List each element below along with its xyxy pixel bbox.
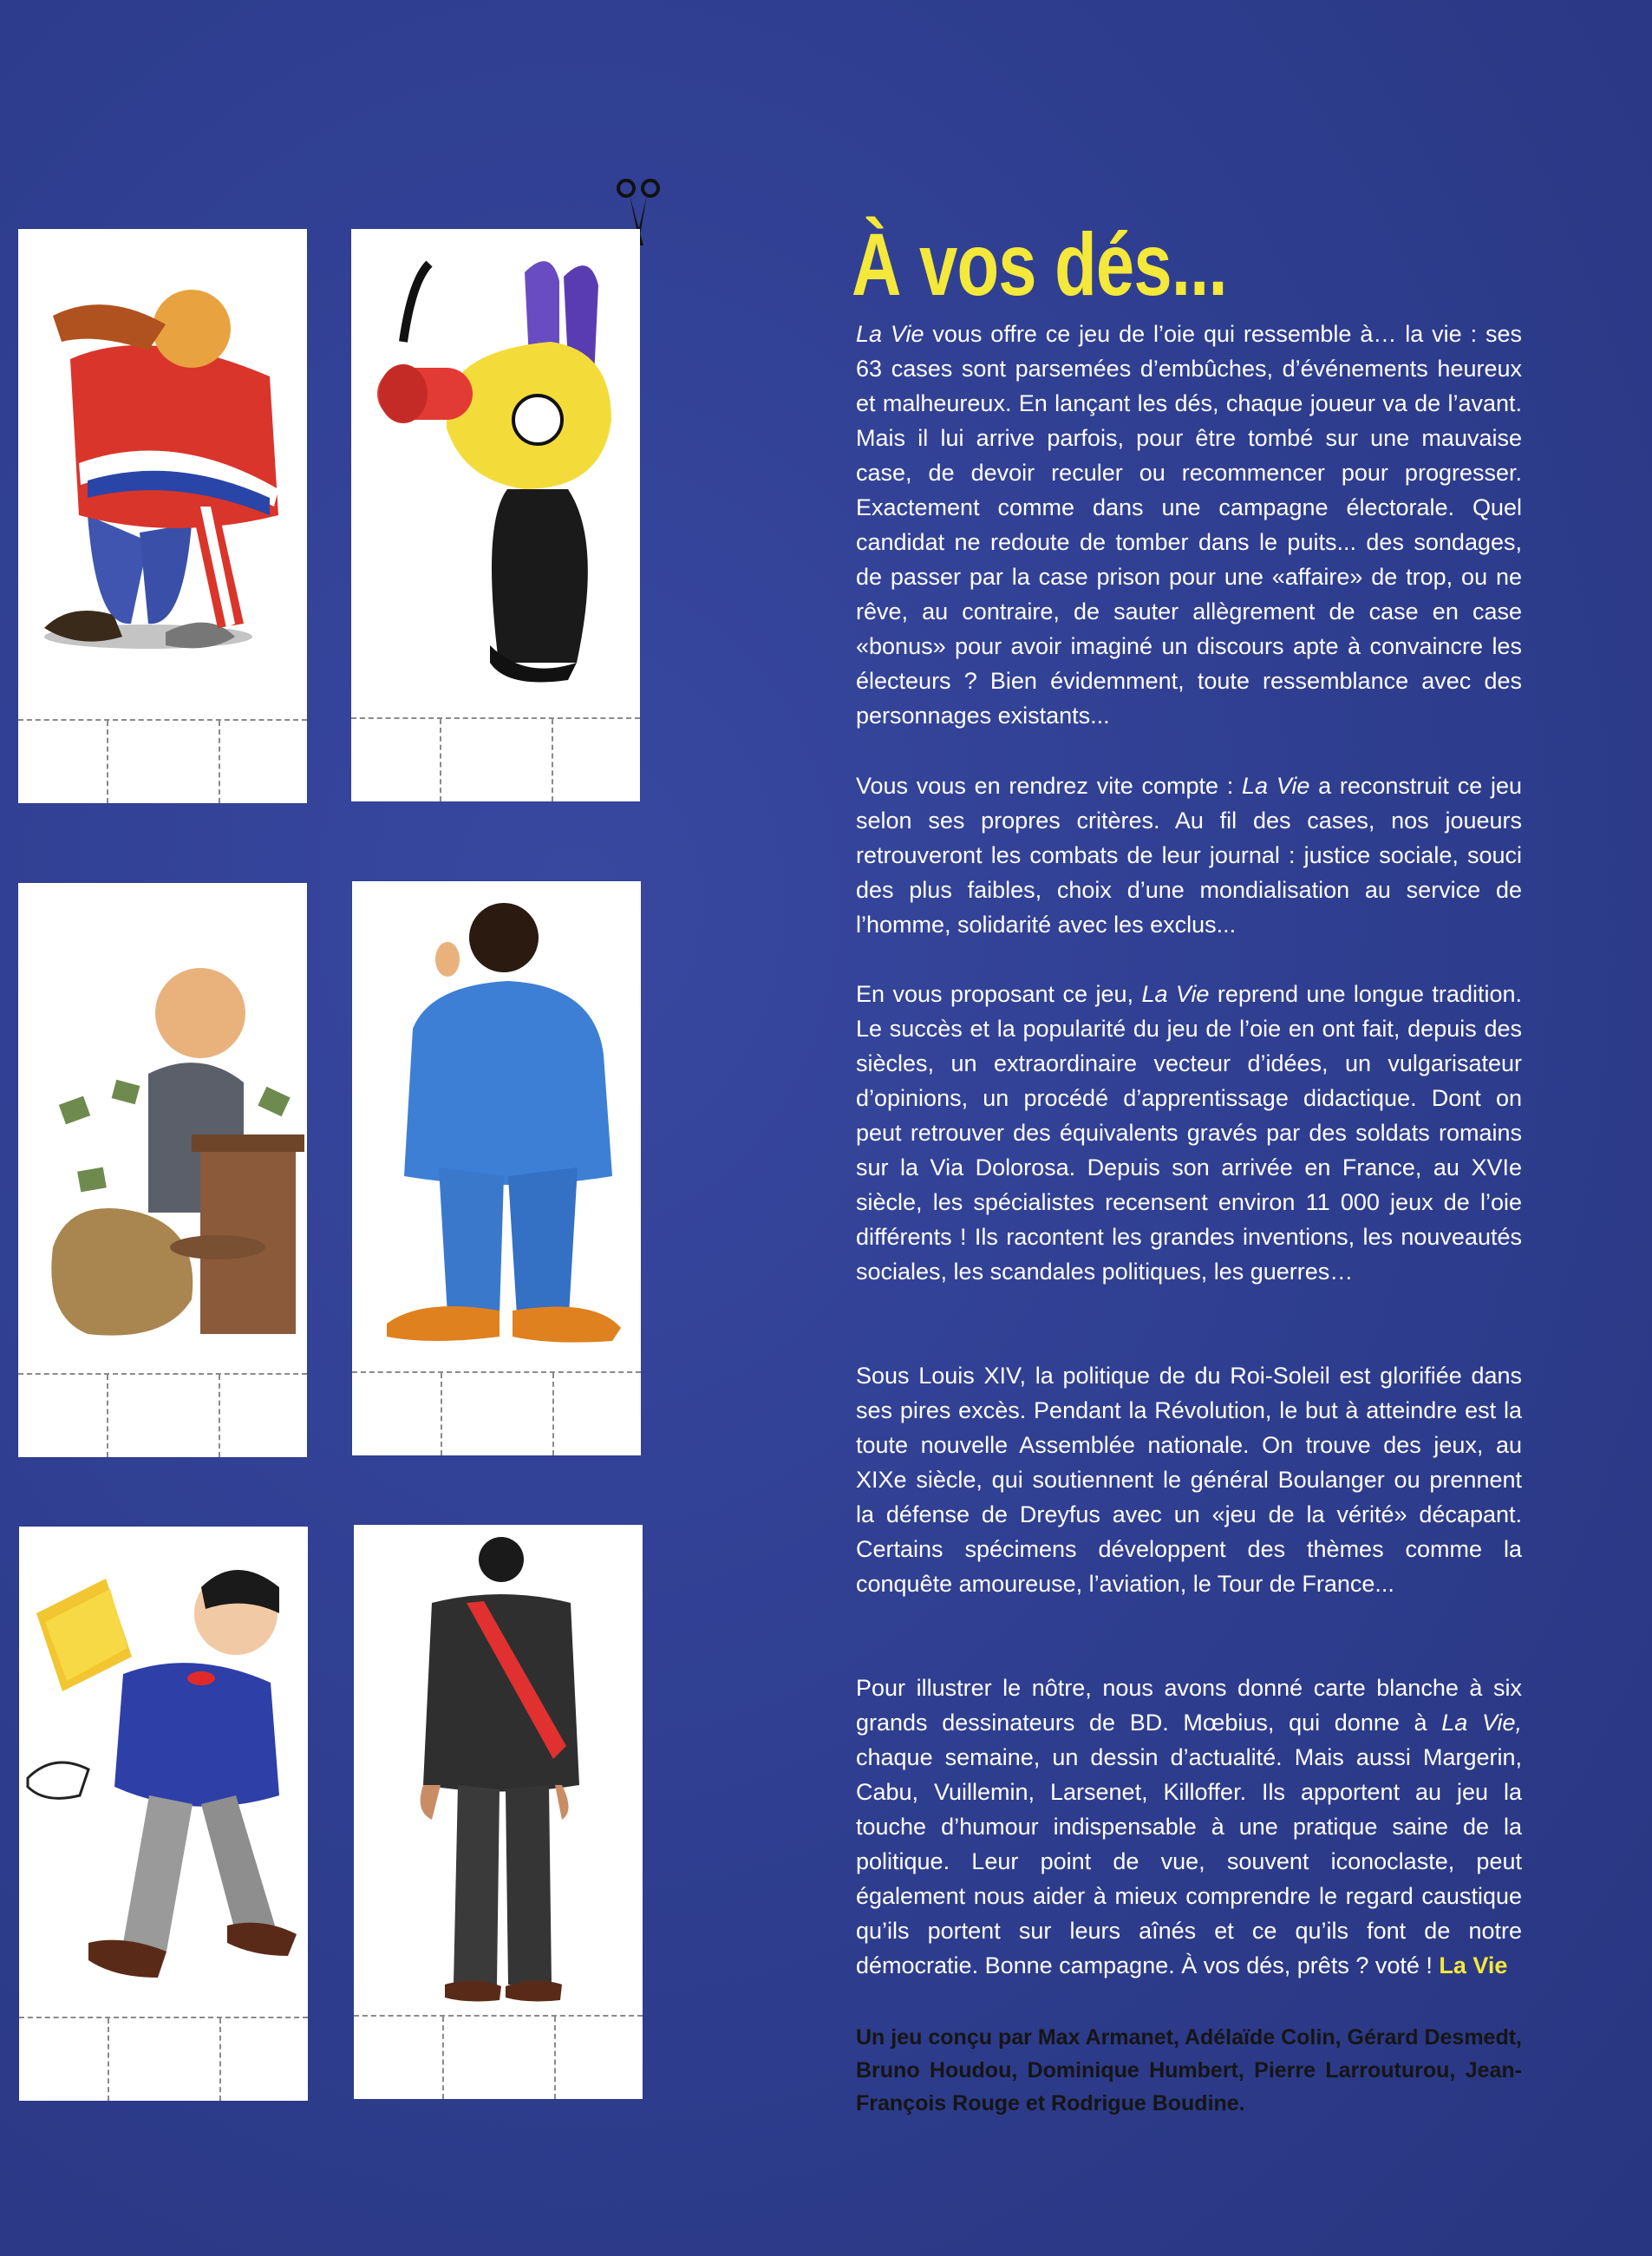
journal-name: La Vie [856, 321, 924, 347]
red-sash-back-illustration [354, 1525, 643, 2011]
money-bag-illustration [18, 883, 307, 1369]
paragraph-artists: Pour illustrer le nôtre, nous avons donné carte blanche à six grands dessinateurs de BD. Mœbius, qui donne à La Vie, chaque semaine, un dessin d’actualité. Mais aussi Margerin, Cabu, Vuillemin, Larsenet, Killoffer. Ils apportent au jeu la touche d’humour indispensable à une pratique saine de la politique. Leur point de vue, souvent iconoclaste, peut également nous aider à mieux comprendre le regard caustique qu’ils portent sur leurs aînés et ce qu’ils font de notre démocratie. Bonne campagne. À vos dés, prêts ? voté ! La Vie [856, 1675, 1522, 1978]
paragraph-tradition: En vous proposant ce jeu, La Vie reprend une longue tradition. Le succès et la popularité du jeu de l’oie en ont fait, depuis des siècles, un extraordinaire vecteur d’idées, un vulgarisateur d’opinions, un procédé d’apprentissage didactique. Dont on peut retrouver des équivalents gravés par des soldats romains sur la Via Dolorosa. Depuis son arrivée en France, au XVIe siècle, les spécialistes recensent environ 11 000 jeux de l’oie différents ! Ils racontent les grandes inventions, les nouveautés sociales, les scandales politiques, les guerres… [856, 981, 1522, 1285]
blue-suit-back-illustration [352, 881, 641, 1367]
mayor-sash-illustration [18, 229, 307, 715]
pawn-card-papers-speaker [19, 1527, 308, 2101]
pawn-card-mayor-sash [18, 229, 307, 803]
pawn-card-money-bag [18, 883, 307, 1457]
credits: Un jeu conçu par Max Armanet, Adélaïde Colin, Gérard Desmedt, Bruno Houdou, Dominique Humbert, Pierre Larrouturou, Jean-François Rouge et Rodrigue Boudine. [856, 2025, 1522, 2115]
papers-speaker-illustration [19, 1527, 308, 2012]
paragraph-intro: La Vie vous offre ce jeu de l’oie qui ressemble à… la vie : ses 63 cases sont parsemées d’embûches, d’événements heureux et malheureux. En lançant les dés, chaque joueur va de l’avant. Mais il lui arrive parfois, pour être tombé sur une mauvaise case, de devoir reculer ou recommencer pour progresser. Exactement comme dans une campagne électorale. Quel candidat ne redoute de tomber dans le puits... des sondages, de passer par la case prison pour une «affaire» de trop, ou ne rêve, au contraire, de sauter allègrement de case en case «bonus» pour avoir imaginé un discours apte à convaincre les électeurs ? Bien évidemment, toute ressemblance avec des personnages existants... [856, 321, 1522, 729]
pawn-card-victory-sign [351, 229, 640, 801]
paragraph-history: Sous Louis XIV, la politique de du Roi-Soleil est glorifiée dans ses pires excès. Pendant la Révolution, le but à atteindre est la toute nouvelle Assemblée nationale. On trouve des jeux, au XIXe siècle, qui soutiennent le général Boulanger ou prennent la défense de Dreyfus avec un «jeu de la vérité» décapant. Certains spécimens développent des thèmes comme la conquête amoureuse, l’aviation, le Tour de France... [856, 1363, 1522, 1597]
journal-name: La Vie, [1441, 1710, 1522, 1736]
journal-name: La Vie [1141, 981, 1210, 1007]
pawn-stand [352, 1371, 641, 1455]
paragraph-criteria: Vous vous en rendrez vite compte : La Vie a reconstruit ce jeu selon ses propres critères. Au fil des cases, nos joueurs retrouveront les combats de leur journal : justice sociale, souci des plus faibles, choix d’une mondialisation au service de l’homme, solidarité avec les exclus... [856, 773, 1522, 938]
pawn-stand [351, 717, 640, 801]
pawn-stand [19, 2017, 308, 2101]
pawn-card-red-sash-back [354, 1525, 643, 2099]
journal-name: La Vie [1242, 773, 1310, 799]
pawn-card-blue-suit-back [352, 881, 641, 1455]
victory-sign-illustration [351, 229, 640, 715]
signature-la-vie: La Vie [1439, 1952, 1508, 1978]
pawn-stand [18, 1373, 307, 1457]
pawn-stand [18, 719, 307, 803]
page-title: À vos dés... [852, 215, 1227, 314]
pawn-stand [354, 2015, 643, 2099]
